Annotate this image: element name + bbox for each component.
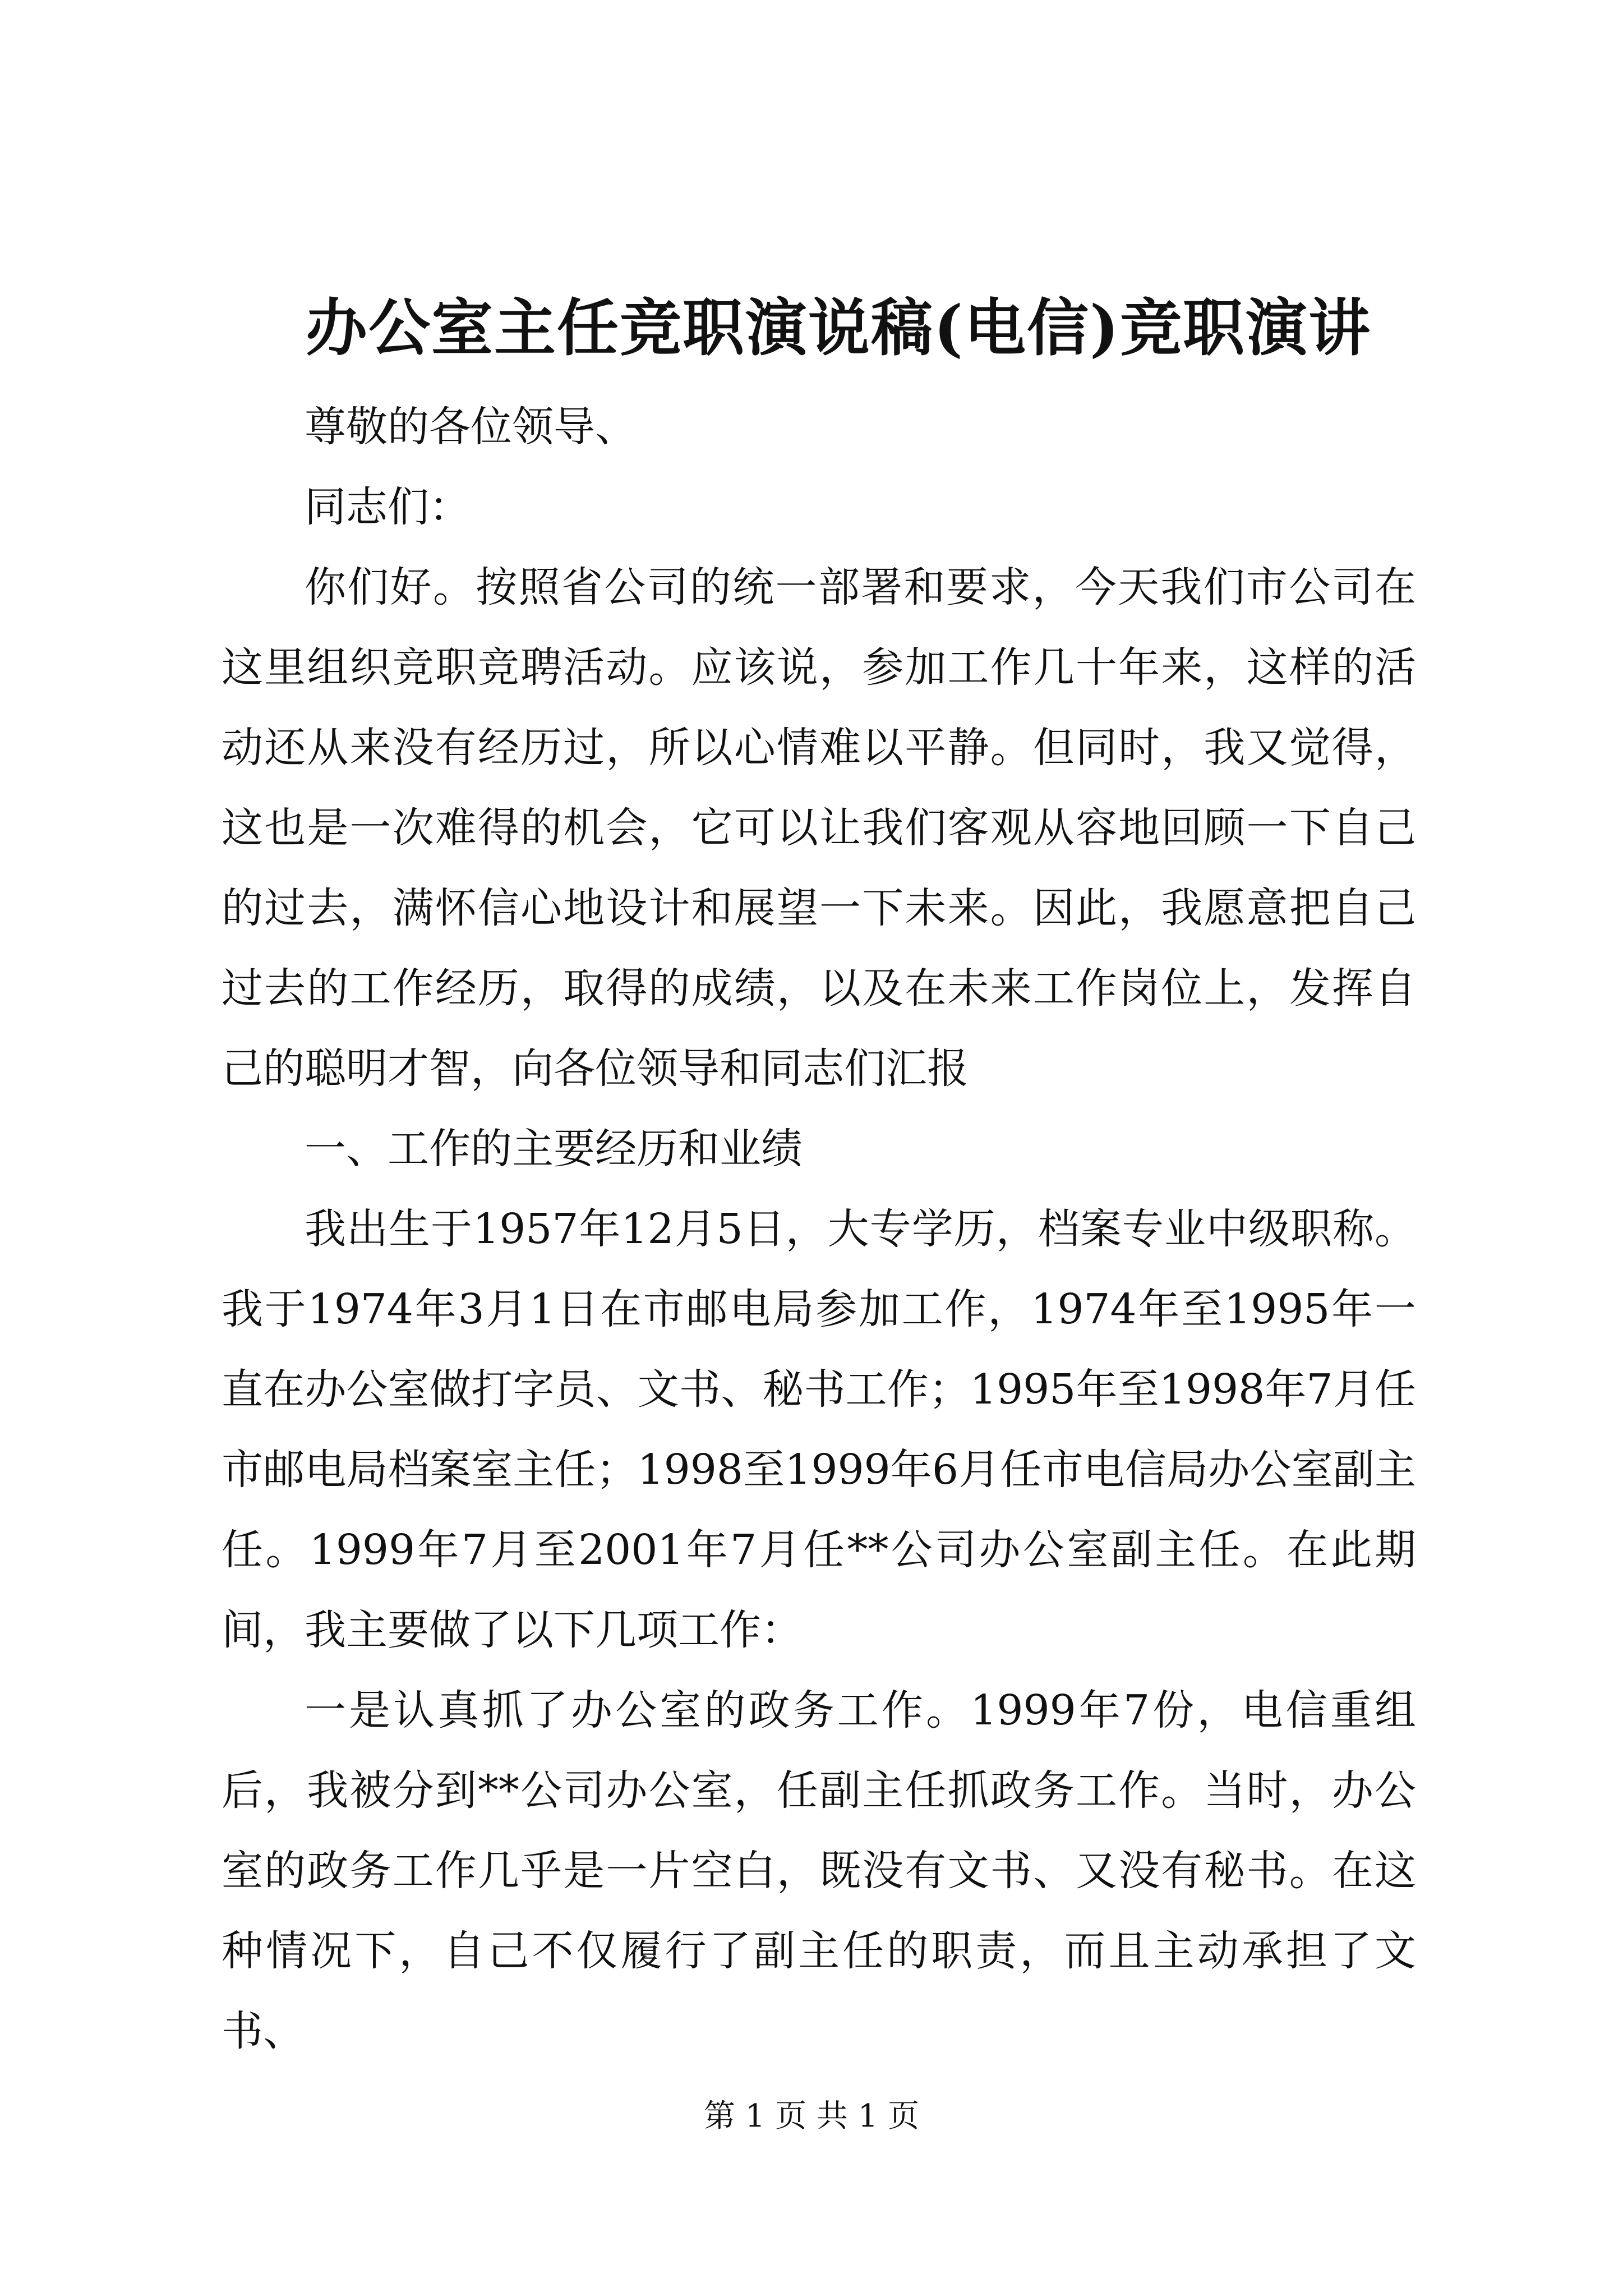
document-body xyxy=(222,387,1416,2072)
body-paragraph: 一是认真抓了办公室的政务工作。1999年7份，电信重组后，我被分到**公司办公室，任副主任抓政务工作。当时，办公室的政务工作几乎是一片空白，既没有文书、又没有秘书。在这种情况下，自己不仅履行了副主任的职责，而且主动承担了文书、 xyxy=(222,1686,1416,2055)
document-title: 办公室主任竞职演说稿(电信)竞职演讲 xyxy=(306,292,1372,364)
body-paragraph: 我出生于1957年12月5日，大专学历，档案专业中级职称。我于1974年3月1日在市邮电局参加工作，1974年至1995年一直在办公室做打字员、文书、秘书工作；1995年至1998年7月任市邮电局档案室主任；1998至1999年6月任市电信局办公室副主任。1999年7月至2001年7月任**公司办公室副主任。在此期间，我主要做了以下几项工作： xyxy=(222,1205,1416,1654)
page-footer: 第 1 页 共 1 页 xyxy=(703,2098,920,2134)
body-paragraph: 你们好。按照省公司的统一部署和要求，今天我们市公司在这里组织竞职竞聘活动。应该说，参加工作几十年来，这样的活动还从来没有经历过，所以心情难以平静。但同时，我又觉得，这也是一次难得的机会，它可以让我们客观从容地回顾一下自己的过去，满怀信心地设计和展望一下未来。因此，我愿意把自己过去的工作经历，取得的成绩，以及在未来工作岗位上，发挥自己的聪明才智，向各位领导和同志们汇报 xyxy=(222,563,1416,1093)
section-heading: 一、工作的主要经历和业绩 xyxy=(305,1125,803,1173)
salutation-line-1: 尊敬的各位领导、 xyxy=(305,403,637,451)
salutation-line-2: 同志们： xyxy=(305,483,471,531)
